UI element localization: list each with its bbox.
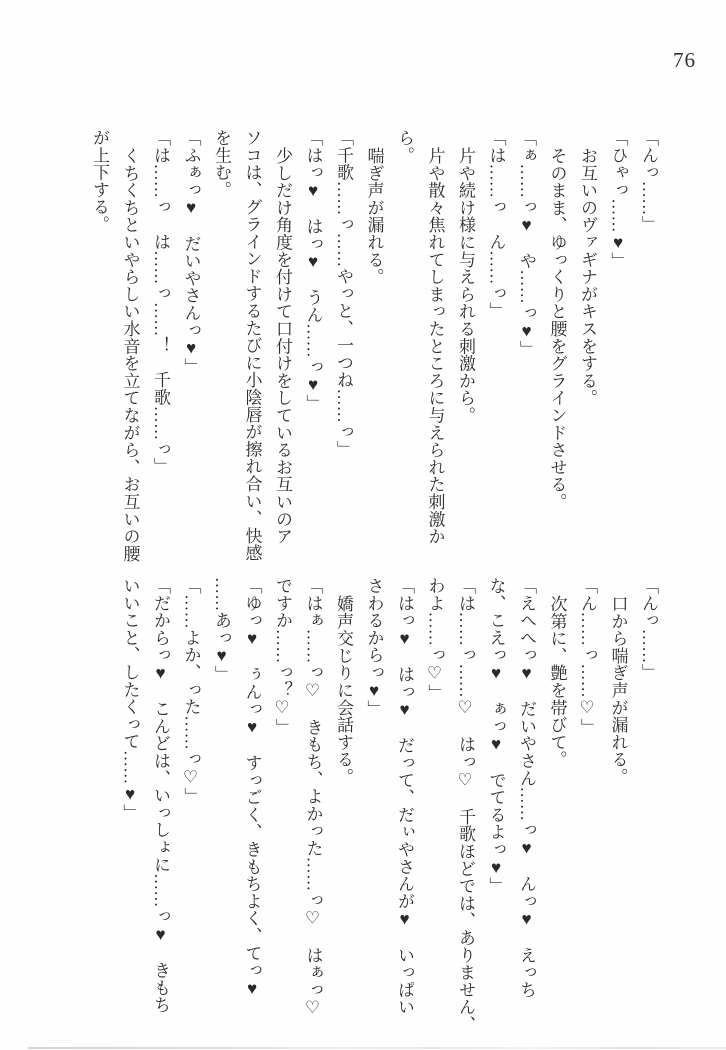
text-column: 嬌声交じりに会話する。 [334, 594, 353, 785]
text-column: 「……よか、った……っ♡」 [181, 577, 201, 805]
text-column: 「千歌……っ……やっと、一つね……っ」 [334, 129, 353, 458]
text-column: わよ……っ♡」 [425, 577, 445, 702]
text-column: 「んっ……」 [639, 129, 658, 233]
text-column: 「はっ♥ はっ♥ うん……っ♥」 [303, 129, 323, 412]
text-column: 「ゆっ♥ ぅんっ♥ すっごく、きもちよく、てっ♥ [242, 577, 262, 999]
upper-text-block [84, 129, 664, 567]
text-column: ……あっ♥」 [212, 577, 231, 683]
text-column: 「は……っ ん……っ」 [486, 129, 506, 320]
text-column: 喘ぎ声が漏れる。 [364, 146, 384, 285]
text-column: さわるからっ♥」 [364, 577, 384, 718]
text-column: 「はっ♥ はっ♥ だって、だぃやさんが♥ いっぱい [395, 577, 414, 1016]
text-column: 「だからっ♥ こんどは、いっしょに……っ♥ きもち [151, 577, 170, 1014]
text-column: ですか……っ？♡」 [273, 577, 292, 736]
text-column: を生む。 [212, 129, 231, 199]
page-bottom-edge [28, 1047, 726, 1049]
text-column: が上下する。 [90, 129, 109, 233]
text-column: 「ひゃっ……♥」 [608, 129, 628, 270]
text-column: ら。 [395, 129, 414, 164]
text-column: 「んっ……」 [639, 577, 658, 681]
text-column: 「はぁ……っ♡ きもち、よかった……っ♡ はぁっ♡ [303, 577, 323, 1019]
text-column: 片や続け様に与えられる刺激から。 [456, 146, 475, 424]
text-column: 口から喘ぎ声が漏れる。 [608, 594, 628, 785]
text-column: お互いのヴァギナがキスをする。 [578, 146, 597, 406]
text-column: 少しだけ角度を付けて口付けをしているお互いのア [273, 146, 292, 545]
text-column: 「は……っ……♡ はっ♡ 千歌ほどでは、ありません、 [456, 577, 475, 1033]
text-column: な、こえっ♥ ぁっ♥ でてるよっ♥」 [486, 577, 506, 895]
text-column: 「ん……っ……♡」 [578, 577, 597, 736]
text-column: 「ぁ……っ♥ や……っ♥」 [517, 129, 536, 358]
page-number: 76 [673, 48, 696, 72]
text-column: 「ふぁっ♥ だいやさんっ♥」 [181, 129, 201, 376]
text-column: そのまま、ゆっくりと腰をグラインドさせる。 [547, 146, 567, 510]
text-column: くちくちといやらしい水音を立てながら、お互いの腰 [120, 146, 140, 562]
text-column: 片や散々焦れてしまったところに与えられた刺激か [425, 146, 445, 545]
lower-text-block [114, 577, 663, 1033]
text-column: 「えへへっ♥ だいやさん……っ♥ んっ♥ えっち [517, 577, 536, 999]
text-column: ソコは、グラインドするたびに小陰唇が擦れ合い、快感 [242, 129, 262, 562]
text-column: 次第に、艶を帯びて。 [547, 594, 567, 768]
text-column: いいこと、したくって……♥」 [120, 577, 140, 822]
text-column: 「は……っ は……っ……！ 千歌……っ」 [151, 129, 170, 475]
